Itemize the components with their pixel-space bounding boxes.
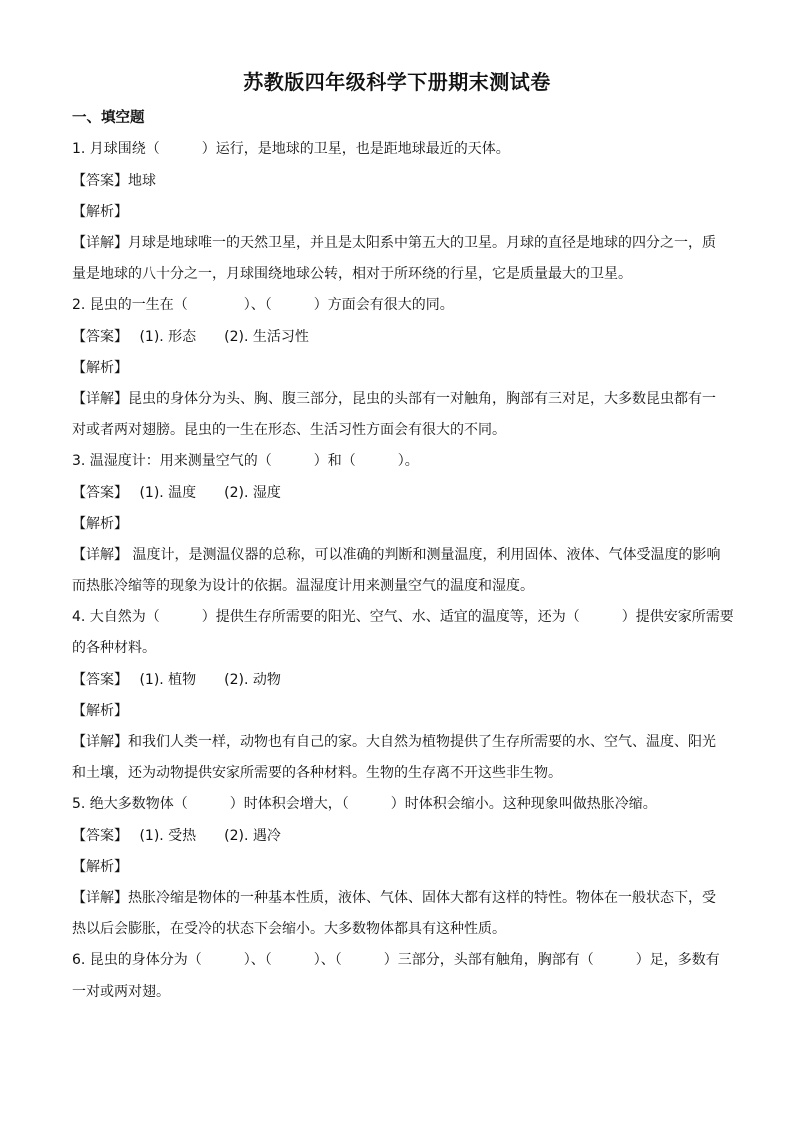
answer-3: 【答案】 (1). 温度 (2). 湿度 bbox=[72, 485, 281, 501]
detail-2-line-2: 对或者两对翅膀。昆虫的一生在形态、生活习性方面会有很大的不同。 bbox=[72, 422, 506, 438]
answer-5: 【答案】 (1). 受热 (2). 遇冷 bbox=[72, 828, 281, 844]
question-4-line-1: 4. 大自然为（ ）提供生存所需要的阳光、空气、水、适宜的温度等，还为（ ）提供安家所需要 bbox=[72, 609, 734, 625]
question-1: 1. 月球围绕（ ）运行，是地球的卫星，也是距地球最近的天体。 bbox=[72, 141, 510, 157]
question-4-line-2: 的各种材料。 bbox=[72, 640, 156, 656]
detail-4-line-2: 和土壤，还为动物提供安家所需要的各种材料。生物的生存离不开这些非生物。 bbox=[72, 765, 562, 781]
analysis-label-5: 【解析】 bbox=[72, 859, 128, 875]
detail-1-line-2: 量是地球的八十分之一，月球围绕地球公转，相对于所环绕的行星，它是质量最大的卫星。 bbox=[72, 266, 632, 282]
analysis-label-1: 【解析】 bbox=[72, 204, 128, 220]
question-6-line-1: 6. 昆虫的身体分为（ ）、（ ）、（ ）三部分，头部有触角，胸部有（ ）足，多数有 bbox=[72, 952, 720, 968]
detail-5-line-2: 热以后会膨胀，在受冷的状态下会缩小。大多数物体都具有这种性质。 bbox=[72, 921, 506, 937]
detail-4-line-1: 【详解】和我们人类一样，动物也有自己的家。大自然为植物提供了生存所需要的水、空气、温度、阳光 bbox=[72, 734, 716, 750]
analysis-label-4: 【解析】 bbox=[72, 703, 128, 719]
detail-3-line-2: 而热胀冷缩等的现象为设计的依据。温湿度计用来测量空气的温度和湿度。 bbox=[72, 578, 534, 594]
detail-3-line-1: 【详解】 温度计，是测温仪器的总称，可以准确的判断和测量温度，利用固体、液体、气体受温度的影响 bbox=[72, 547, 721, 563]
detail-2-line-1: 【详解】昆虫的身体分为头、胸、腹三部分，昆虫的头部有一对触角，胸部有三对足，大多数昆虫都有一 bbox=[72, 391, 716, 407]
question-3: 3. 温湿度计：用来测量空气的（ ）和（ ）。 bbox=[72, 453, 419, 469]
answer-4: 【答案】 (1). 植物 (2). 动物 bbox=[72, 672, 281, 688]
answer-2: 【答案】 (1). 形态 (2). 生活习性 bbox=[72, 329, 309, 345]
section-heading: 一、填空题 bbox=[72, 110, 145, 126]
analysis-label-2: 【解析】 bbox=[72, 360, 128, 376]
detail-1-line-1: 【详解】月球是地球唯一的天然卫星，并且是太阳系中第五大的卫星。月球的直径是地球的四分之一，质 bbox=[72, 235, 716, 251]
analysis-label-3: 【解析】 bbox=[72, 516, 128, 532]
document-title: 苏教版四年级科学下册期末测试卷 bbox=[243, 70, 551, 94]
question-2: 2. 昆虫的一生在（ ）、（ ）方面会有很大的同。 bbox=[72, 297, 454, 313]
detail-5-line-1: 【详解】热胀冷缩是物体的一种基本性质，液体、气体、固体大都有这样的特性。物体在一般状态下，受 bbox=[72, 890, 716, 906]
question-6-line-2: 一对或两对翅。 bbox=[72, 984, 170, 1000]
answer-1: 【答案】地球 bbox=[72, 173, 156, 189]
question-5: 5. 绝大多数物体（ ）时体积会增大，（ ）时体积会缩小。这种现象叫做热胀冷缩。 bbox=[72, 796, 657, 812]
